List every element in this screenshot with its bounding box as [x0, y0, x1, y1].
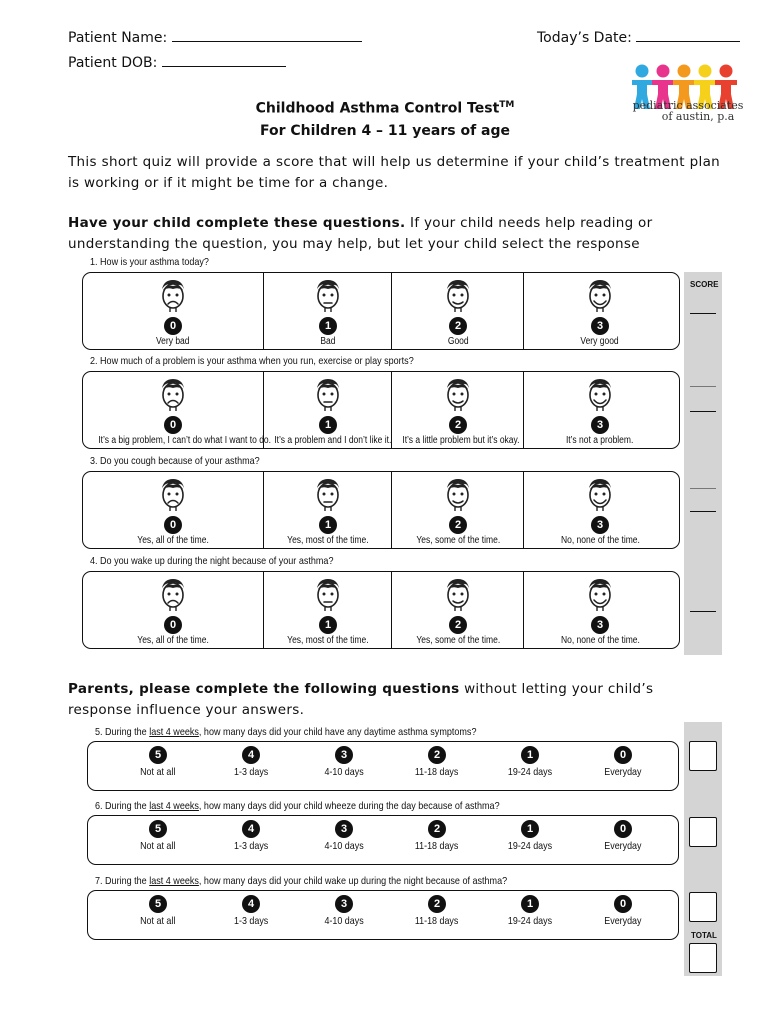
child-face-icon — [443, 377, 473, 411]
question-6-underlined: last 4 weeks — [149, 800, 199, 812]
patient-name-field[interactable] — [172, 27, 362, 42]
q1-option-0[interactable] — [83, 273, 263, 349]
logo-kid-head — [678, 65, 691, 78]
option-number-badge: 5 — [149, 820, 167, 838]
question-5 — [95, 726, 476, 738]
todays-date-field[interactable] — [636, 27, 740, 42]
option-number-badge: 0 — [164, 317, 182, 335]
option-label: It’s a big problem, I can’t do what I want to do. — [98, 435, 272, 446]
option-label: Yes, most of the time. — [287, 535, 369, 546]
option-number-badge: 4 — [242, 895, 260, 913]
child-face-icon — [585, 477, 615, 511]
option-number-badge: 0 — [164, 416, 182, 434]
child-face-icon — [585, 278, 615, 312]
todays-date-row — [537, 27, 740, 46]
score-box-q6[interactable] — [689, 817, 717, 847]
option-label: Very bad — [156, 336, 190, 347]
option-label: Yes, all of the time. — [137, 635, 209, 646]
option-number-badge: 3 — [335, 895, 353, 913]
logo-line-2: of austin, p.a — [661, 110, 735, 123]
patient-dob-label: Patient DOB: — [68, 55, 158, 71]
option-number-badge: 0 — [164, 516, 182, 534]
q4-option-1[interactable] — [263, 572, 392, 648]
option-number-badge: 1 — [521, 820, 539, 838]
option-number-badge: 3 — [335, 746, 353, 764]
option-label: Bad — [320, 336, 336, 347]
option-number-badge: 4 — [242, 820, 260, 838]
option-number-badge: 2 — [449, 516, 467, 534]
q2-option-1[interactable] — [263, 372, 392, 448]
child-face-icon — [313, 577, 343, 611]
q3-option-0[interactable] — [83, 472, 263, 548]
question-2: 2. How much of a problem is your asthma when you run, exercise or play sports? — [90, 355, 414, 367]
child-face-icon — [585, 377, 615, 411]
score-column — [684, 272, 722, 655]
option-label: Everyday — [604, 840, 642, 852]
option-label: It’s not a problem. — [566, 435, 634, 446]
q4-option-3[interactable] — [523, 572, 676, 648]
score-label: SCORE — [690, 280, 719, 289]
patient-name-row — [68, 27, 362, 46]
option-label: Yes, some of the time. — [416, 535, 500, 546]
q1-option-1[interactable] — [263, 273, 392, 349]
child-face-icon — [158, 577, 188, 611]
logo-line-1: pediatric associates — [632, 99, 744, 112]
parent-section-heading — [68, 679, 720, 721]
option-number-badge: 0 — [164, 616, 182, 634]
option-number-badge: 2 — [428, 746, 446, 764]
option-number-badge: 3 — [591, 416, 609, 434]
score-field-q2[interactable] — [690, 411, 716, 412]
question-7-underlined: last 4 weeks — [149, 875, 199, 887]
q4-option-0[interactable] — [83, 572, 263, 648]
logo-kid-head — [636, 65, 649, 78]
option-number-badge: 1 — [521, 895, 539, 913]
option-number-badge: 5 — [149, 895, 167, 913]
patient-name-label: Patient Name: — [68, 30, 168, 46]
child-face-icon — [585, 577, 615, 611]
option-number-badge: 2 — [449, 317, 467, 335]
score-tick — [690, 488, 716, 489]
question-5-suffix: , how many days did your child have any daytime asthma symptoms? — [198, 726, 477, 738]
option-number-badge: 3 — [591, 616, 609, 634]
q3-option-1[interactable] — [263, 472, 392, 548]
logo-kid-head — [720, 65, 733, 78]
parent-heading-bold: Parents, please complete the following questions — [68, 681, 460, 697]
question-6 — [95, 800, 500, 812]
option-number-badge: 0 — [614, 746, 632, 764]
score-field-q1[interactable] — [690, 313, 716, 314]
intro-paragraph: This short quiz will provide a score that will help us determine if your child’s treatment plan is working or if it might be time for a change. — [68, 154, 720, 191]
question-6-prefix: 6. During the — [95, 800, 150, 812]
child-heading-rest: If your child needs help reading or understanding the question, you may help, but let your child select the response — [68, 215, 653, 252]
option-label: 1-3 days — [233, 840, 269, 852]
q1-option-3[interactable] — [523, 273, 676, 349]
total-label: TOTAL — [691, 931, 717, 940]
question-5-options — [87, 741, 679, 791]
option-label: 19-24 days — [507, 915, 553, 927]
patient-dob-row — [68, 52, 286, 71]
option-label: No, none of the time. — [560, 635, 640, 646]
option-label: 4-10 days — [324, 766, 364, 778]
option-number-badge: 2 — [428, 895, 446, 913]
option-label: Everyday — [604, 766, 642, 778]
question-7-options — [87, 890, 679, 940]
form-title — [0, 100, 770, 117]
patient-dob-field[interactable] — [162, 52, 286, 67]
score-box-q7[interactable] — [689, 892, 717, 922]
option-label: No, none of the time. — [560, 535, 640, 546]
option-label: 19-24 days — [507, 840, 553, 852]
q2-option-2[interactable] — [391, 372, 524, 448]
option-label: Yes, all of the time. — [137, 535, 209, 546]
question-7 — [95, 875, 507, 887]
parent-heading-rest: without letting your child’s response influence your answers. — [68, 681, 654, 718]
question-5-prefix: 5. During the — [95, 726, 150, 738]
option-label: 1-3 days — [233, 766, 269, 778]
option-label: Not at all — [140, 840, 176, 852]
title-line-1: Childhood Asthma Control Test — [255, 100, 500, 117]
question-3: 3. Do you cough because of your asthma? — [90, 455, 260, 467]
child-section-heading — [68, 213, 720, 255]
option-label: Not at all — [140, 915, 176, 927]
option-label: Yes, most of the time. — [287, 635, 369, 646]
option-number-badge: 2 — [449, 616, 467, 634]
form-subtitle: For Children 4 – 11 years of age — [259, 123, 511, 139]
total-score-box[interactable] — [689, 943, 717, 973]
option-label: Yes, some of the time. — [416, 635, 500, 646]
option-number-badge: 1 — [319, 516, 337, 534]
question-6-options — [87, 815, 679, 865]
option-number-badge: 0 — [614, 895, 632, 913]
score-tick — [690, 386, 716, 387]
option-label: 11-18 days — [415, 915, 459, 927]
q1-option-2[interactable] — [391, 273, 524, 349]
question-4: 4. Do you wake up during the night because of your asthma? — [90, 555, 334, 567]
child-face-icon — [313, 477, 343, 511]
question-3-options — [82, 471, 680, 549]
option-number-badge: 2 — [428, 820, 446, 838]
option-label: Good — [447, 336, 469, 347]
question-2-options — [82, 371, 680, 449]
option-label: It’s a little problem but it’s okay. — [402, 435, 520, 446]
option-number-badge: 3 — [591, 317, 609, 335]
trademark: TM — [499, 100, 515, 110]
score-field-q3[interactable] — [690, 511, 716, 512]
option-label: It’s a problem and I don’t like it. — [274, 435, 392, 446]
option-label: 19-24 days — [507, 766, 553, 778]
option-label: 11-18 days — [415, 840, 459, 852]
option-number-badge: 4 — [242, 746, 260, 764]
child-face-icon — [158, 278, 188, 312]
child-face-icon — [313, 377, 343, 411]
child-face-icon — [443, 278, 473, 312]
option-number-badge: 1 — [521, 746, 539, 764]
option-number-badge: 5 — [149, 746, 167, 764]
option-label: Not at all — [140, 766, 176, 778]
todays-date-label: Today’s Date: — [537, 30, 632, 46]
option-label: 1-3 days — [233, 915, 269, 927]
option-label: 4-10 days — [324, 915, 364, 927]
child-heading-bold: Have your child complete these questions. — [68, 215, 406, 231]
question-5-underlined: last 4 weeks — [149, 726, 199, 738]
option-label: Very good — [580, 336, 620, 347]
option-label: 4-10 days — [324, 840, 364, 852]
option-number-badge: 2 — [449, 416, 467, 434]
logo-kid-head — [657, 65, 670, 78]
question-6-suffix: , how many days did your child wheeze during the day because of asthma? — [198, 800, 500, 812]
score-box-q5[interactable] — [689, 741, 717, 771]
option-number-badge: 0 — [614, 820, 632, 838]
option-label: 11-18 days — [415, 766, 459, 778]
score-field-q4[interactable] — [690, 611, 716, 612]
child-face-icon — [313, 278, 343, 312]
child-face-icon — [158, 377, 188, 411]
child-face-icon — [443, 477, 473, 511]
q2-option-0[interactable] — [83, 372, 272, 448]
child-face-icon — [158, 477, 188, 511]
question-1-options — [82, 272, 680, 350]
question-7-prefix: 7. During the — [95, 875, 150, 887]
q3-option-2[interactable] — [391, 472, 524, 548]
option-number-badge: 3 — [335, 820, 353, 838]
option-number-badge: 1 — [319, 317, 337, 335]
q2-option-3[interactable] — [523, 372, 676, 448]
child-face-icon — [443, 577, 473, 611]
logo-kid-head — [699, 65, 712, 78]
question-7-suffix: , how many days did your child wake up during the night because of asthma? — [198, 875, 508, 887]
question-4-options — [82, 571, 680, 649]
option-number-badge: 3 — [591, 516, 609, 534]
option-label: Everyday — [604, 915, 642, 927]
option-number-badge: 1 — [319, 416, 337, 434]
option-number-badge: 1 — [319, 616, 337, 634]
q4-option-2[interactable] — [391, 572, 524, 648]
q3-option-3[interactable] — [523, 472, 676, 548]
question-1: 1. How is your asthma today? — [90, 256, 209, 268]
